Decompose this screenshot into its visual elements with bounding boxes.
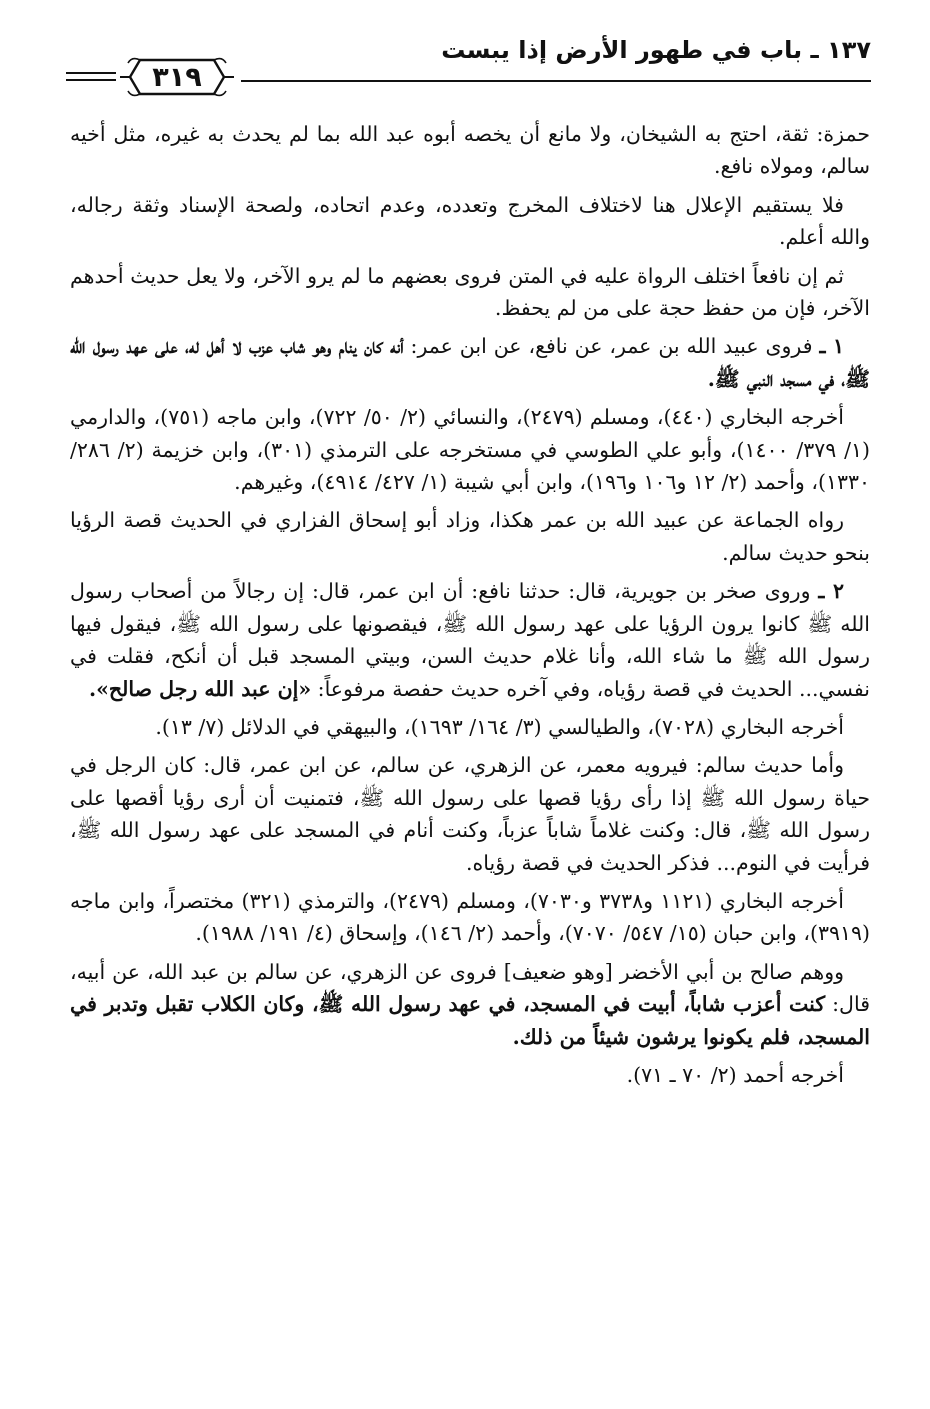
chapter-title: ١٣٧ ـ باب في طهور الأرض إذا يبست [441, 36, 871, 64]
page-number-ornament [116, 54, 238, 100]
text-segment: أخرجه البخاري (١١٢١ و٣٧٣٨ و٧٠٣٠)، ومسلم (٢٤٧٩)، والترمذي (٣٢١) مختصراً، وابن ماجه (٣٩١٩)، وابن حبان (١٥/ ٥٤٧/ ٧٠٧٠)، وأحمد (٢/ ١٤٦)، وإسحاق (٤/ ١٩١/ ١٩٨٨). [70, 888, 870, 946]
text-segment: رواه الجماعة عن عبيد الله بن عمر هكذا، وزاد أبو إسحاق الفزاري في الحديث قصة الرؤيا بنحو حديث سالم. [70, 508, 870, 565]
header-left-rules [66, 72, 116, 86]
text-segment: فروى عبيد الله بن عمر، عن نافع، عن ابن عمر: [403, 334, 820, 359]
paragraph [70, 1059, 870, 1091]
text-segment: حمزة: ثقة، احتج به الشيخان، ولا مانع أن يخصه أبوه عبد الله بما لم يحدث به غيره، مثل أخيه سالم، ومولاه نافع. [70, 122, 870, 179]
text-segment: أخرجه أحمد (٢/ ٧٠ ـ ٧١). [626, 1062, 844, 1087]
paragraph [70, 749, 870, 879]
text-segment: ثم إن نافعاً اختلف الرواة عليه في المتن فروى بعضهم ما لم يرو الآخر، ولا يعل حديث أحدهم الآخر، فإن من حفظ حجة على من لم يحفظ. [70, 263, 870, 321]
paragraph [70, 189, 870, 254]
paragraph [70, 575, 870, 705]
paragraph [70, 330, 870, 395]
bold-text-segment: كنت أعزب شاباً، أبيت في المسجد، في عهد رسول الله ﷺ، وكان الكلاب تقبل وتدبر في المسجد، فلم يكونوا يرشون شيئاً من ذلك. [70, 992, 870, 1049]
paragraph [70, 711, 870, 743]
text-segment: وأما حديث سالم: فيرويه معمر، عن الزهري، عن سالم، عن ابن عمر، قال: كان الرجل في حياة رسول الله ﷺ إذا رأى رؤيا قصها على رسول الله ﷺ، فتمنيت أن أرى رؤيا أقصها على رسول الله ﷺ، قال: وكنت غلاماً شاباً عزباً، وكنت أنام في المسجد على عهد رسول الله ﷺ، فرأيت في النوم... فذكر الحديث في قصة رؤياه. [70, 753, 870, 875]
paragraph [70, 956, 870, 1053]
text-segment: فلا يستقيم الإعلال هنا لاختلاف المخرج وتعدده، وعدم اتحاده، ولصحة الإسناد وثقة رجاله، والله أعلم. [70, 192, 870, 250]
header-rule [241, 80, 871, 82]
text-segment: وروى صخر بن جويرية، قال: حدثنا نافع: أن ابن عمر، قال: إن رجالاً من أصحاب رسول الله ﷺ كانوا يرون الرؤيا على عهد رسول الله ﷺ، فيقصونها على رسول الله ﷺ، فيقول فيها رسول الله ﷺ ما شاء الله، وأنا غلام حديث السن، وبيتي المسجد قبل أن أنكح، فقلت في نفسي... الحديث في قصة رؤياه، وفي آخره حديث حفصة مرفوعاً: [70, 579, 870, 701]
page-header [66, 36, 871, 100]
paragraph [70, 260, 870, 325]
body-text [70, 118, 870, 1097]
text-segment: أخرجه البخاري (٤٤٠)، ومسلم (٢٤٧٩)، والنسائي (٢/ ٥٠/ ٧٢٢)، وابن ماجه (٧٥١)، والدارمي (١/ ٣٧٩/ ١٤٠٠)، وأبو علي الطوسي في مستخرجه على الترمذي (٣٠١)، وابن خزيمة (٢/ ٢٨٦/ ١٣٣٠)، وأحمد (٢/ ١٢ و١٠٦ و١٩٦)، وابن أبي شيبة (١/ ٤٢٧/ ٤٩١٤)، وغيرهم. [70, 405, 871, 495]
paragraph [70, 401, 870, 498]
bold-text-segment: «إن عبد الله رجل صالح». [88, 676, 312, 701]
bold-text-segment: أنه كان ينام وهو شاب عزب لا أهل له، على عهد رسول الله ﷺ، في مسجد النبي ﷺ. [70, 334, 870, 391]
bold-text-segment: ١ ـ [819, 334, 844, 359]
text-segment: ووهم صالح بن أبي الأخضر [وهو ضعيف] فروى عن الزهري، عن سالم بن عبد الله، عن أبيه، قال: [70, 959, 870, 1017]
text-segment: أخرجه البخاري (٧٠٢٨)، والطيالسي (٣/ ١٦٤/ ١٦٩٣)، والبيهقي في الدلائل (٧/ ١٣). [155, 714, 844, 739]
paragraph [70, 118, 870, 183]
paragraph [70, 885, 870, 950]
bold-text-segment: ٢ ـ [818, 579, 844, 604]
paragraph [70, 504, 870, 569]
page-number: ٣١٩ [152, 61, 202, 93]
